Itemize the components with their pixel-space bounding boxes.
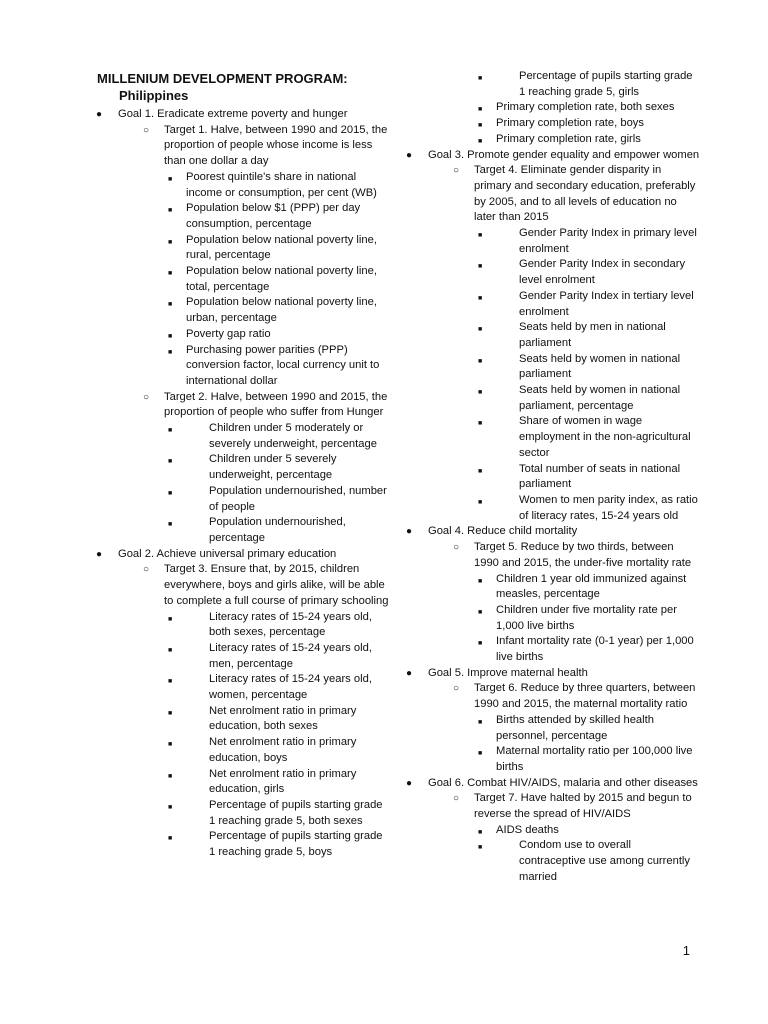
goal-label: Goal 1. Eradicate extreme poverty and hunger xyxy=(118,108,348,120)
goal-item xyxy=(90,107,390,123)
indicator-label: Total number of seats in national parliament xyxy=(519,462,681,491)
indicator-item xyxy=(400,383,700,414)
indicator-item xyxy=(400,320,700,351)
indicator-label: Children under 5 severely underweight, percentage xyxy=(209,453,337,482)
indicator-label: Population below national poverty line, urban, percentage xyxy=(186,296,377,325)
goal-list-continued xyxy=(400,69,700,886)
indicator-label: Net enrolment ratio in primary education, boys xyxy=(209,736,357,764)
indicator-item xyxy=(90,610,390,641)
square-bullet-icon: ■ xyxy=(478,75,483,82)
indicator-item xyxy=(400,838,700,885)
indicator-label: Purchasing power parities (PPP) conversion factor, local currency unit to international dollar xyxy=(186,343,380,387)
indicator-label: Population undernourished, number of people xyxy=(209,484,387,513)
goal-item xyxy=(400,148,700,164)
indicator-label: Births attended by skilled health personnel, percentage xyxy=(496,713,654,742)
square-bullet-icon: ■ xyxy=(478,640,483,648)
target-label: Target 4. Eliminate gender disparity in primary and secondary education, preferably by 2005, and to all levels of education no later than 2015 xyxy=(474,164,696,224)
filled-bullet-icon: ● xyxy=(96,548,103,560)
indicator-item xyxy=(90,798,390,829)
indicator-label: Children under 5 moderately or severely underweight, percentage xyxy=(209,422,377,450)
square-bullet-icon: ■ xyxy=(168,646,173,654)
indicator-item xyxy=(90,704,390,735)
document-title xyxy=(97,70,387,104)
indicator-item xyxy=(400,100,700,116)
square-bullet-icon: ■ xyxy=(168,427,173,435)
indicator-label: Population undernourished, percentage xyxy=(209,516,346,544)
indicator-item xyxy=(90,201,390,232)
indicator-label: Population below $1 (PPP) per day consumption, percentage xyxy=(186,202,361,230)
indicator-label: Children 1 year old immunized against measles, percentage xyxy=(496,572,687,601)
indicator-label: Gender Parity Index in secondary level enrolment xyxy=(519,258,686,287)
square-bullet-icon: ■ xyxy=(168,332,173,340)
square-bullet-icon: ■ xyxy=(478,294,483,302)
square-bullet-icon: ■ xyxy=(478,389,483,397)
indicator-label: Seats held by women in national parliament, percentage xyxy=(519,384,681,412)
indicator-label: Literacy rates of 15-24 years old, women, percentage xyxy=(209,673,372,702)
goal-item xyxy=(400,776,700,792)
indicator-item xyxy=(90,421,390,452)
square-bullet-icon: ■ xyxy=(478,577,483,585)
square-bullet-icon: ■ xyxy=(478,608,483,616)
indicator-item xyxy=(400,226,700,257)
indicator-label: Gender Parity Index in primary level enrolment xyxy=(519,227,697,255)
target-label: Target 2. Halve, between 1990 and 2015, the proportion of people who suffer from Hunger xyxy=(164,390,388,419)
square-bullet-icon: ■ xyxy=(478,106,483,114)
target-item xyxy=(90,562,390,609)
indicator-label: Percentage of pupils starting grade 1 reaching grade 5, both sexes xyxy=(209,798,383,827)
indicator-item xyxy=(90,767,390,798)
indicator-label: Poorest quintile's share in national income or consumption, per cent (WB) xyxy=(186,170,377,199)
indicator-label: Primary completion rate, boys xyxy=(496,117,644,130)
filled-bullet-icon: ● xyxy=(406,777,413,789)
indicator-item xyxy=(90,641,390,672)
indicator-item xyxy=(90,452,390,483)
indicator-label: Population below national poverty line, rural, percentage xyxy=(186,233,377,262)
indicator-label: AIDS deaths xyxy=(496,823,559,836)
indicator-label: Percentage of pupils starting grade 1 reaching grade 5, boys xyxy=(209,830,383,859)
indicator-label: Poverty gap ratio xyxy=(186,327,271,340)
square-bullet-icon: ■ xyxy=(478,137,483,145)
target-item xyxy=(90,390,390,421)
indicator-item xyxy=(400,603,700,634)
square-bullet-icon: ■ xyxy=(168,615,173,623)
indicator-item xyxy=(90,233,390,264)
square-bullet-icon: ■ xyxy=(478,122,483,130)
indicator-label: Share of women in wage employment in the non-agricultural sector xyxy=(519,415,691,459)
target-label: Target 7. Have halted by 2015 and begun to reverse the spread of HIV/AIDS xyxy=(474,792,692,821)
target-item xyxy=(90,123,390,170)
indicator-item xyxy=(90,343,390,390)
goal-item xyxy=(400,524,700,540)
hollow-bullet-icon: ○ xyxy=(143,391,150,403)
target-label: Target 5. Reduce by two thirds, between 1990 and 2015, the under-five mortality rate xyxy=(474,541,692,569)
indicator-item xyxy=(400,744,700,775)
indicator-label: Women to men parity index, as ratio of literacy rates, 15-24 years old xyxy=(519,493,698,522)
indicator-label: Seats held by women in national parliament xyxy=(519,352,681,381)
target-item xyxy=(400,791,700,822)
goal-list xyxy=(90,107,390,861)
square-bullet-icon: ■ xyxy=(478,498,483,506)
square-bullet-icon: ■ xyxy=(168,301,173,309)
square-bullet-icon: ■ xyxy=(478,828,483,836)
right-column xyxy=(400,69,700,886)
hollow-bullet-icon: ○ xyxy=(143,124,150,136)
indicator-item xyxy=(90,484,390,515)
indicator-label: Condom use to overall contraceptive use among currently married xyxy=(519,839,691,883)
indicator-item xyxy=(400,116,700,132)
hollow-bullet-icon: ○ xyxy=(453,165,460,177)
square-bullet-icon: ■ xyxy=(168,709,173,717)
indicator-item xyxy=(400,462,700,493)
goal-label: Goal 2. Achieve universal primary education xyxy=(118,547,337,560)
indicator-label: Primary completion rate, both sexes xyxy=(496,101,675,114)
indicator-item xyxy=(400,289,700,320)
indicator-item xyxy=(90,735,390,766)
indicator-item xyxy=(400,257,700,288)
indicator-item xyxy=(90,264,390,295)
title-line-1: MILLENIUM DEVELOPMENT PROGRAM: xyxy=(97,71,348,86)
indicator-label: Literacy rates of 15-24 years old, both sexes, percentage xyxy=(209,610,372,639)
indicator-item xyxy=(400,572,700,603)
indicator-label: Seats held by men in national parliament xyxy=(519,321,666,349)
square-bullet-icon: ■ xyxy=(168,489,173,497)
indicator-label: Literacy rates of 15-24 years old, men, percentage xyxy=(209,641,372,670)
page-number: 1 xyxy=(682,943,690,958)
indicator-label: Maternal mortality ratio per 100,000 live births xyxy=(496,745,693,773)
square-bullet-icon: ■ xyxy=(168,238,173,246)
square-bullet-icon: ■ xyxy=(478,232,483,240)
square-bullet-icon: ■ xyxy=(168,678,173,686)
target-item xyxy=(400,540,700,571)
indicator-label: Percentage of pupils starting grade 1 reaching grade 5, girls xyxy=(519,70,693,98)
indicator-item xyxy=(400,69,700,100)
target-label: Target 6. Reduce by three quarters, between 1990 and 2015, the maternal mortality ratio xyxy=(474,682,696,711)
square-bullet-icon: ■ xyxy=(168,458,173,466)
indicator-item xyxy=(400,352,700,383)
indicator-item xyxy=(90,327,390,343)
square-bullet-icon: ■ xyxy=(478,718,483,726)
hollow-bullet-icon: ○ xyxy=(143,564,150,576)
indicator-item xyxy=(90,170,390,201)
indicator-item xyxy=(90,515,390,546)
goal-label: Goal 3. Promote gender equality and empower women xyxy=(428,148,700,161)
indicator-label: Children under five mortality rate per 1,000 live births xyxy=(496,603,677,632)
goal-item xyxy=(90,547,390,563)
square-bullet-icon: ■ xyxy=(478,467,483,475)
indicator-item xyxy=(400,414,700,461)
indicator-item xyxy=(400,634,700,665)
square-bullet-icon: ■ xyxy=(478,420,483,428)
indicator-label: Net enrolment ratio in primary education, both sexes xyxy=(209,704,357,733)
indicator-item xyxy=(400,713,700,744)
indicator-label: Primary completion rate, girls xyxy=(496,132,641,145)
filled-bullet-icon: ● xyxy=(406,149,413,161)
square-bullet-icon: ■ xyxy=(478,844,483,852)
square-bullet-icon: ■ xyxy=(168,348,173,356)
filled-bullet-icon: ● xyxy=(406,667,413,679)
indicator-label: Infant mortality rate (0-1 year) per 1,000 live births xyxy=(496,635,694,664)
goal-label: Goal 5. Improve maternal health xyxy=(428,666,588,679)
hollow-bullet-icon: ○ xyxy=(453,683,460,695)
left-column xyxy=(90,107,390,861)
indicator-label: Net enrolment ratio in primary education, girls xyxy=(209,767,357,796)
square-bullet-icon: ■ xyxy=(478,326,483,334)
filled-bullet-icon: ● xyxy=(96,109,103,120)
indicator-item xyxy=(90,672,390,703)
indicator-label: Gender Parity Index in tertiary level enrolment xyxy=(519,289,694,318)
indicator-item xyxy=(400,493,700,524)
hollow-bullet-icon: ○ xyxy=(453,542,460,554)
square-bullet-icon: ■ xyxy=(478,263,483,271)
square-bullet-icon: ■ xyxy=(168,741,173,749)
square-bullet-icon: ■ xyxy=(168,803,173,811)
goal-label: Goal 4. Reduce child mortality xyxy=(428,525,578,538)
square-bullet-icon: ■ xyxy=(168,207,173,215)
square-bullet-icon: ■ xyxy=(168,175,173,183)
square-bullet-icon: ■ xyxy=(168,521,173,529)
square-bullet-icon: ■ xyxy=(168,772,173,780)
target-label: Target 3. Ensure that, by 2015, children everywhere, boys and girls alike, will be able to complete a full course of primary schooling xyxy=(164,563,389,607)
indicator-item xyxy=(90,829,390,860)
square-bullet-icon: ■ xyxy=(168,835,173,843)
square-bullet-icon: ■ xyxy=(478,750,483,758)
title-line-2: Philippines xyxy=(119,88,189,103)
target-label: Target 1. Halve, between 1990 and 2015, the proportion of people whose income is less than one dollar a day xyxy=(164,123,388,168)
target-item xyxy=(400,163,700,226)
filled-bullet-icon: ● xyxy=(406,526,413,538)
hollow-bullet-icon: ○ xyxy=(453,793,460,805)
indicator-item xyxy=(90,295,390,326)
square-bullet-icon: ■ xyxy=(168,270,173,278)
goal-label: Goal 6. Combat HIV/AIDS, malaria and other diseases xyxy=(428,776,698,789)
indicator-label: Population below national poverty line, total, percentage xyxy=(186,265,377,293)
target-item xyxy=(400,681,700,712)
goal-item xyxy=(400,666,700,682)
indicator-item xyxy=(400,132,700,148)
indicator-item xyxy=(400,823,700,839)
square-bullet-icon: ■ xyxy=(478,357,483,365)
